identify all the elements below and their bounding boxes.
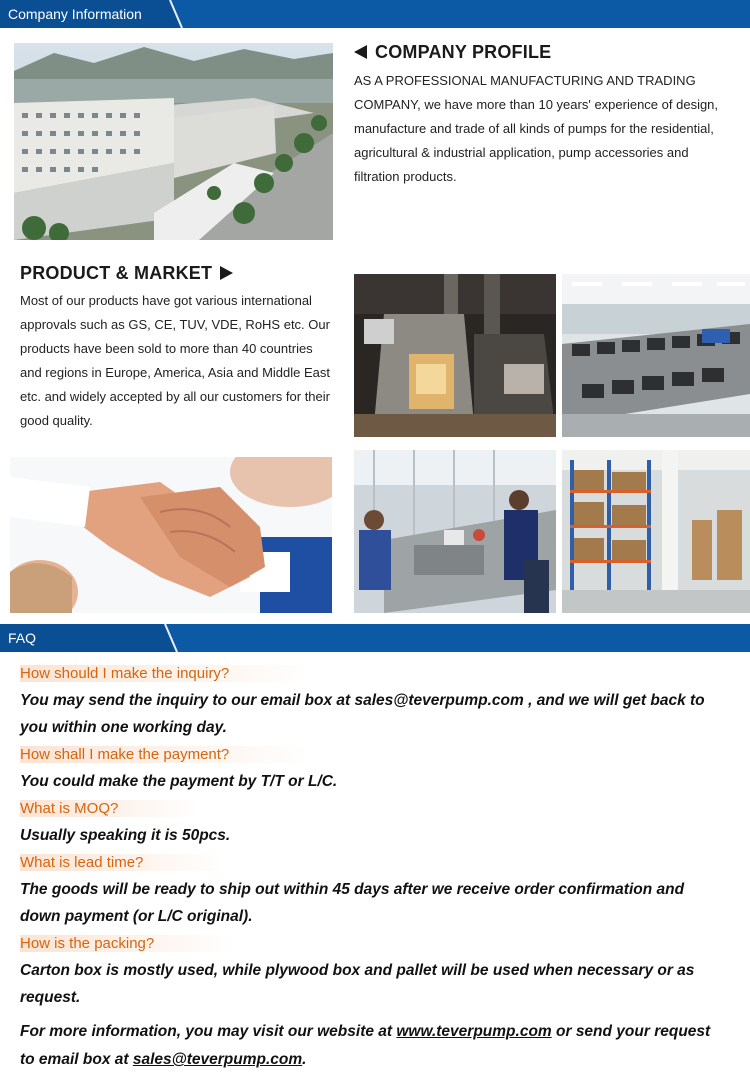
faq-question: What is lead time? — [20, 850, 720, 876]
faq-answer: Usually speaking it is 50pcs. — [20, 827, 231, 844]
faq-answer: Carton box is mostly used, while plywood box and pallet will be used when necessary or as request. — [20, 962, 695, 1006]
faq-answer: You may send the inquiry to our email box at sales@teverpump.com , and we will get back to you within one working day. — [20, 692, 705, 736]
faq-answer: You could make the payment by T/T or L/C. — [20, 773, 338, 790]
faq-question: How should I make the inquiry? — [20, 661, 720, 687]
assembly-line-photo — [562, 274, 750, 437]
handshake-photo — [10, 457, 332, 613]
email-link[interactable]: sales@teverpump.com — [132, 1051, 303, 1068]
company-information-title: Company Information — [8, 6, 142, 22]
faq-bar — [0, 624, 750, 652]
website-link[interactable]: www.teverpump.com — [396, 1023, 552, 1040]
faq-answer: The goods will be ready to ship out within 45 days after we receive order confirmation and down payment (or L/C original). — [20, 881, 685, 925]
product-market-text: Most of our products have got various international approvals such as GS, CE, TUV, VDE, RoHS etc. Our products have been sold to more than 40 countries and regions in Europe, America, Asia and Middle East etc. and widely accepted by all our customers for their good quality. — [20, 293, 331, 428]
faq-question: How shall I make the payment? — [20, 742, 720, 768]
factory-aerial-photo — [14, 43, 333, 240]
company-profile-heading: COMPANY PROFILE — [354, 42, 551, 63]
company-profile-text: AS A PROFESSIONAL MANUFACTURING AND TRADING COMPANY, we have more than 10 years' experience of design, manufacture and trade of all kinds of pumps for the residential, agricultural & industrial application, pump accessories and filtration products. — [354, 73, 719, 184]
faq-list — [20, 661, 720, 1012]
faq-title: FAQ — [8, 630, 37, 646]
workshop-machine-photo — [354, 274, 556, 437]
workers-assembly-photo — [354, 450, 556, 613]
triangle-left-icon — [354, 45, 367, 59]
faq-question: How is the packing? — [20, 931, 720, 957]
faq-question: What is MOQ? — [20, 796, 720, 822]
more-information-text: For more information, you may visit our website at www.teverpump.com or send your request to email box at sales@teverpump.com. — [20, 1023, 711, 1068]
product-market-heading: PRODUCT & MARKET — [20, 263, 233, 284]
triangle-right-icon — [220, 266, 233, 280]
warehouse-photo — [562, 450, 750, 613]
company-information-bar — [0, 0, 750, 28]
